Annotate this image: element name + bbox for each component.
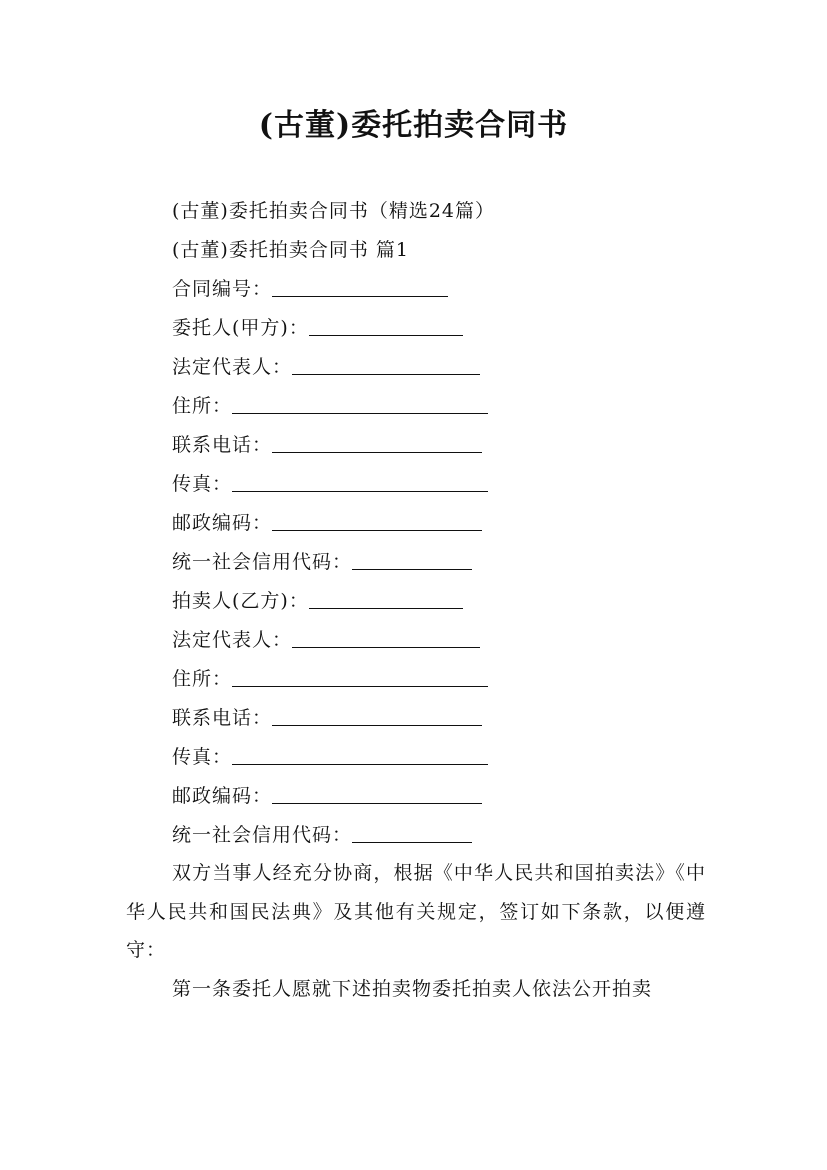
body-paragraph: 双方当事人经充分协商，根据《中华人民共和国拍卖法》《中华人民共和国民法典》及其他有关规定，签订如下条款，以便遵守：: [126, 862, 706, 961]
fill-in-blank: [232, 473, 488, 492]
field-contract-number: [172, 277, 448, 301]
fill-in-blank: [272, 785, 482, 804]
field-fax-b: [172, 745, 488, 769]
field-label: 统一社会信用代码：: [172, 824, 353, 846]
fill-in-blank: [352, 824, 472, 843]
document-title: (古董)委托拍卖合同书: [258, 108, 569, 143]
field-label: 邮政编码：: [172, 785, 273, 807]
fill-in-blank: [272, 512, 482, 531]
fill-in-blank: [272, 434, 482, 453]
field-auctioneer-party-b: [172, 589, 463, 613]
fill-in-blank: [292, 356, 480, 375]
field-label: 合同编号：: [172, 278, 273, 300]
field-fax-a: [172, 472, 488, 496]
field-address-b: [172, 667, 488, 691]
field-label: 住所：: [172, 668, 233, 690]
field-address-a: [172, 394, 488, 418]
fill-in-blank: [309, 590, 463, 609]
fill-in-blank: [352, 551, 472, 570]
fill-in-blank: [232, 668, 488, 687]
fill-in-blank: [232, 746, 488, 765]
field-legal-representative-b: [172, 628, 480, 652]
fill-in-blank: [309, 317, 463, 336]
field-label: 传真：: [172, 746, 233, 768]
field-label: 法定代表人：: [172, 356, 293, 378]
field-phone-b: [172, 706, 482, 730]
field-phone-a: [172, 433, 482, 457]
field-credit-code-a: [172, 550, 472, 574]
field-label: 拍卖人(乙方)：: [172, 590, 309, 612]
field-label: 邮政编码：: [172, 512, 273, 534]
fill-in-blank: [272, 278, 448, 297]
field-label: 联系电话：: [172, 707, 273, 729]
body-paragraph: 第一条委托人愿就下述拍卖物委托拍卖人依法公开拍卖: [172, 978, 653, 1000]
section-heading: (古董)委托拍卖合同书 篇1: [172, 239, 409, 261]
field-label: 联系电话：: [172, 434, 273, 456]
fill-in-blank: [272, 707, 482, 726]
field-legal-representative-a: [172, 355, 480, 379]
field-label: 住所：: [172, 395, 233, 417]
field-label: 委托人(甲方)：: [172, 317, 309, 339]
field-postcode-a: [172, 511, 482, 535]
field-label: 统一社会信用代码：: [172, 551, 353, 573]
fill-in-blank: [292, 629, 480, 648]
field-principal-party-a: [172, 316, 463, 340]
document-subtitle: (古董)委托拍卖合同书（精选24篇）: [172, 200, 496, 222]
fill-in-blank: [232, 395, 488, 414]
field-label: 法定代表人：: [172, 629, 293, 651]
field-label: 传真：: [172, 473, 233, 495]
field-credit-code-b: [172, 823, 472, 847]
field-postcode-b: [172, 784, 482, 808]
